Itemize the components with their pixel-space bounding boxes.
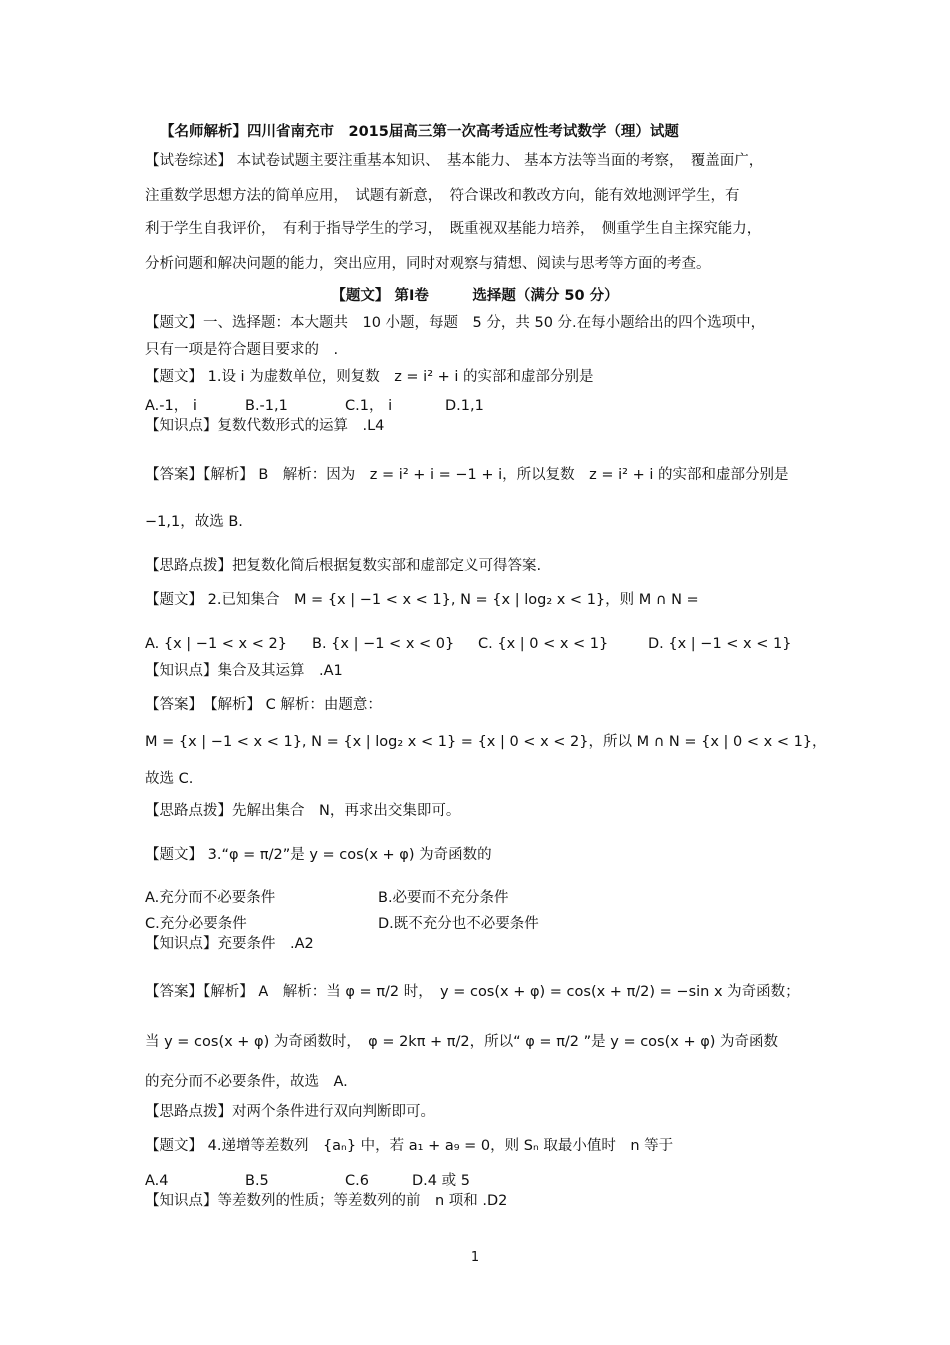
page-number: 1	[470, 1250, 480, 1265]
q4-stem: 【题文】 4.递增等差数列 {aₙ} 中，若 a₁ + a₉ = 0，则 Sₙ 取最小值时 n 等于	[145, 1138, 674, 1154]
q1-option-b: B.-1,1	[245, 398, 288, 414]
q2-option-d: D. {x | −1 < x < 1}	[648, 636, 792, 652]
q3-answer-end: 的充分而不必要条件，故选 A.	[145, 1074, 348, 1090]
q3-tip: 【思路点拨】对两个条件进行双向判断即可。	[145, 1104, 435, 1120]
q2-answer-cont: M = {x | −1 < x < 1}, N = {x | log₂ x < 1} = {x | 0 < x < 2}，所以 M ∩ N = {x | 0 < x < 1}，	[145, 734, 827, 750]
summary-line: 【试卷综述】 本试卷试题主要注重基本知识、 基本能力、 基本方法等当面的考察， 覆盖面广，	[145, 153, 764, 169]
q2-option-c: C. {x | 0 < x < 1}	[478, 636, 609, 652]
q3-stem: 【题文】 3.“φ = π/2”是 y = cos(x + φ) 为奇函数的	[145, 847, 492, 863]
intro-line: 只有一项是符合题目要求的 .	[145, 342, 339, 358]
q3-option-b: B.必要而不充分条件	[378, 890, 509, 906]
q4-option-a: A.4	[145, 1173, 169, 1189]
q4-option-c: C.6	[345, 1173, 369, 1189]
q3-knowledge-point: 【知识点】充要条件 .A2	[145, 936, 314, 952]
summary-line: 分析问题和解决问题的能力，突出应用，同时对观察与猜想、阅读与思考等方面的考查。	[145, 256, 711, 272]
q1-knowledge-point: 【知识点】复数代数形式的运算 .L4	[145, 418, 385, 434]
q2-option-a: A. {x | −1 < x < 2}	[145, 636, 287, 652]
q2-answer: 【答案】 【解析】 C 解析：由题意：	[145, 697, 382, 713]
q4-option-d: D.4 或 5	[412, 1173, 470, 1189]
q1-option-a: A.-1， i	[145, 398, 197, 414]
q1-answer-cont: −1,1，故选 B.	[145, 514, 243, 530]
q1-option-d: D.1,1	[445, 398, 484, 414]
summary-line: 利于学生自我评价， 有利于指导学生的学习， 既重视双基能力培养， 侧重学生自主探究能力，	[145, 221, 762, 237]
q2-stem: 【题文】 2.已知集合 M = {x | −1 < x < 1}, N = {x | log₂ x < 1}，则 M ∩ N =	[145, 592, 699, 608]
q2-answer-end: 故选 C.	[145, 771, 194, 787]
intro-line: 【题文】一、选择题：本大题共 10 小题，每题 5 分，共 50 分.在每小题给出的四个选项中，	[145, 315, 766, 331]
q2-knowledge-point: 【知识点】集合及其运算 .A1	[145, 663, 343, 679]
page-title: 【名师解析】四川省南充市 2015届高三第一次高考适应性考试数学（理）试题	[160, 124, 679, 140]
q4-option-b: B.5	[245, 1173, 269, 1189]
q1-option-c: C.1， i	[345, 398, 393, 414]
q1-stem: 【题文】 1.设 i 为虚数单位，则复数 z = i² + i 的实部和虚部分别是	[145, 369, 594, 385]
q3-option-c: C.充分必要条件	[145, 916, 247, 932]
q1-tip: 【思路点拨】把复数化简后根据复数实部和虚部定义可得答案.	[145, 558, 542, 574]
q1-answer: 【答案】【解析】 B 解析：因为 z = i² + i = −1 + i，所以复数 z = i² + i 的实部和虚部分别是	[145, 467, 789, 483]
q2-tip: 【思路点拨】先解出集合 N，再求出交集即可。	[145, 803, 461, 819]
q3-option-d: D.既不充分也不必要条件	[378, 916, 539, 932]
q2-option-b: B. {x | −1 < x < 0}	[312, 636, 455, 652]
q4-knowledge-point: 【知识点】等差数列的性质；等差数列的前 n 项和 .D2	[145, 1193, 508, 1209]
q3-answer: 【答案】【解析】 A 解析：当 φ = π/2 时， y = cos(x + φ) = cos(x + π/2) = −sin x 为奇函数；	[145, 984, 800, 1000]
section-heading: 【题文】 第Ⅰ卷 选择题（满分 50 分）	[331, 288, 619, 304]
summary-line: 注重数学思想方法的简单应用， 试题有新意， 符合课改和教改方向，能有效地测评学生，有	[145, 188, 740, 204]
q3-answer-cont: 当 y = cos(x + φ) 为奇函数时， φ = 2kπ + π/2，所以“ φ = π/2 ”是 y = cos(x + φ) 为奇函数	[145, 1034, 779, 1050]
q3-option-a: A.充分而不必要条件	[145, 890, 276, 906]
